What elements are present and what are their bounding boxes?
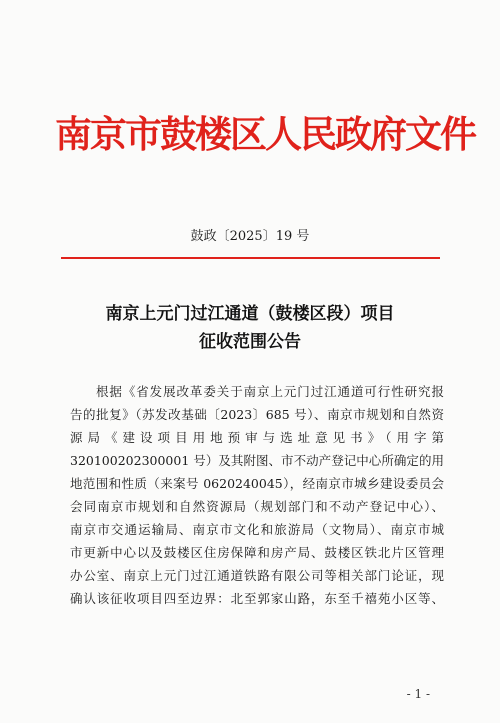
body-line: 南京市交通运输局、南京市文化和旅游局（文物局）、南京市城 [70, 522, 444, 537]
title-line-2: 征收范围公告 [199, 332, 301, 352]
body-line: 根据《省发展改革委关于南京上元门过江通道可行性研究报 [96, 384, 444, 399]
issuer-header: 南京市鼓楼区人民政府文件 [55, 112, 475, 156]
body-line: 办公室、南京上元门过江通道铁路有限公司等相关部门论证，现 [70, 568, 444, 583]
document-number: 鼓政〔2025〕19 号 [190, 229, 310, 244]
body-line: 320100202300001 号）及其附图、市不动产登记中心所确定的用 [70, 453, 444, 468]
page-number: - 1 - [406, 687, 430, 701]
title-line-1: 南京上元门过江通道（鼓楼区段）项目 [105, 304, 395, 324]
red-divider-line [61, 257, 440, 259]
body-paragraph [70, 380, 444, 610]
body-line: 源局《建设项目用地预审与选址意见书》（用字第 [70, 430, 444, 445]
body-line: 地范围和性质（来案号 0620240045），经南京市城乡建设委员会 [70, 476, 444, 491]
body-line: 会同南京市规划和自然资源局（规划部门和不动产登记中心）、 [70, 499, 444, 514]
body-line: 市更新中心以及鼓楼区住房保障和房产局、鼓楼区铁北片区管理 [70, 545, 444, 560]
body-line: 告的批复》（苏发改基础〔2023〕685 号）、南京市规划和自然资 [70, 407, 444, 422]
document-title [80, 300, 420, 356]
body-line: 确认该征收项目四至边界：北至郭家山路，东至千禧苑小区等、 [70, 591, 444, 606]
